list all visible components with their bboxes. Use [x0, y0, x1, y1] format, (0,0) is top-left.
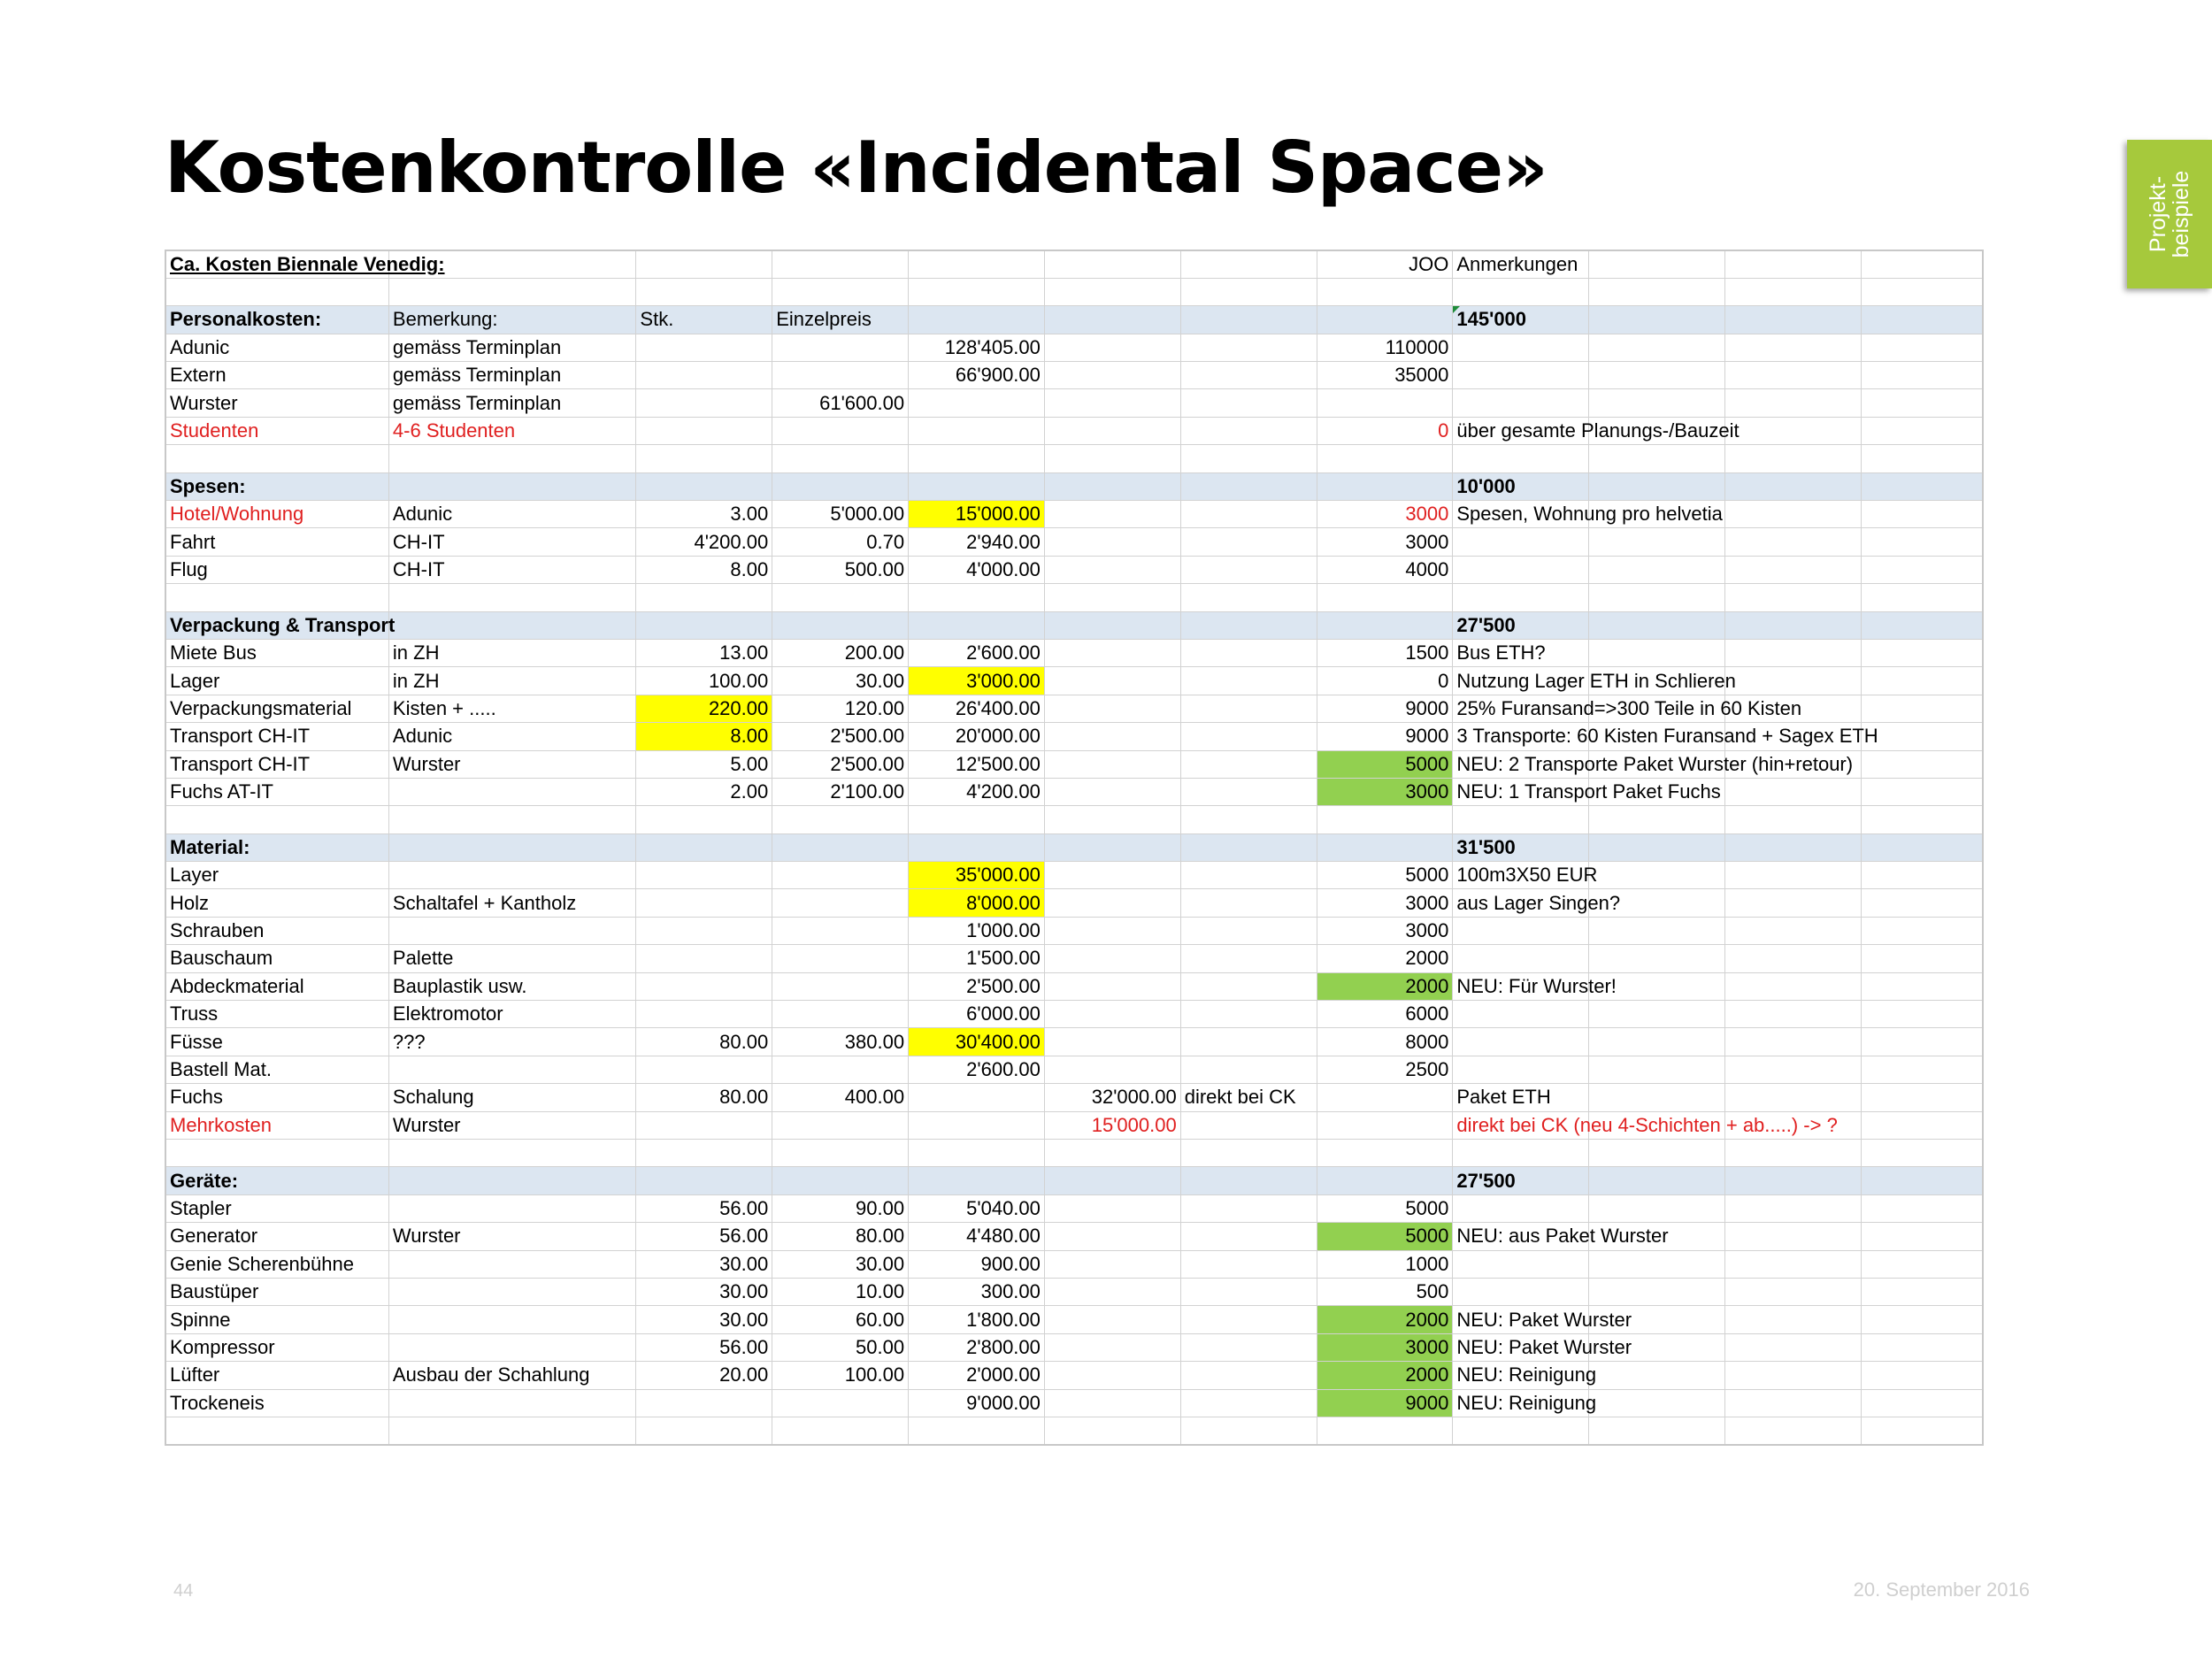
- empty-row: [165, 445, 1983, 472]
- table-row: Bauschaum Palette 1'500.00 2000: [165, 945, 1983, 972]
- table-row: Abdeckmaterial Bauplastik usw. 2'500.00 2000 NEU: Für Wurster!: [165, 972, 1983, 1000]
- table-row: Fuchs AT-IT 2.00 2'100.00 4'200.00 3000 NEU: 1 Transport Paket Fuchs: [165, 778, 1983, 805]
- table-row: Holz Schaltafel + Kantholz 8'000.00 3000 aus Lager Singen?: [165, 889, 1983, 917]
- section-budget[interactable]: 27'500: [1453, 1167, 1589, 1194]
- table-row: Baustüper 30.00 10.00 300.00 500: [165, 1278, 1983, 1305]
- section-header-verpackung: Verpackung & Transport 27'500: [165, 611, 1983, 639]
- table-row: Studenten 4-6 Studenten 0 über gesamte Planungs-/Bauzeit: [165, 417, 1983, 444]
- table-row: Truss Elektromotor 6'000.00 6000: [165, 1001, 1983, 1028]
- section-header-material: Material: 31'500: [165, 833, 1983, 861]
- page-number: 44: [173, 1581, 194, 1601]
- empty-row: [165, 1140, 1983, 1167]
- empty-row: [165, 278, 1983, 305]
- table-row: Genie Scherenbühne 30.00 30.00 900.00 1000: [165, 1250, 1983, 1278]
- table-row: Fuchs Schalung 80.00 400.00 32'000.00 direkt bei CK Paket ETH: [165, 1084, 1983, 1111]
- joo-header[interactable]: JOO: [1317, 250, 1453, 278]
- section-header-personal: Personalkosten: Bemerkung: Stk. Einzelpreis 145'000: [165, 306, 1983, 334]
- table-row: Transport CH-IT Wurster 5.00 2'500.00 12'500.00 5000 NEU: 2 Transporte Paket Wurster (hin+retour): [165, 750, 1983, 778]
- section-tab-label: Projekt- beispiele: [2145, 170, 2193, 258]
- section-header-spesen: Spesen: 10'000: [165, 472, 1983, 500]
- table-row: Bastell Mat. 2'600.00 2500: [165, 1056, 1983, 1083]
- section-budget[interactable]: 31'500: [1453, 833, 1589, 861]
- remarks-header[interactable]: Anmerkungen: [1453, 250, 1589, 278]
- table-row: Adunic gemäss Terminplan 128'405.00 110000: [165, 334, 1983, 361]
- table-row: Fahrt CH-IT 4'200.00 0.70 2'940.00 3000: [165, 528, 1983, 556]
- empty-row: [165, 806, 1983, 833]
- table-row: Lager in ZH 100.00 30.00 3'000.00 0 Nutzung Lager ETH in Schlieren: [165, 667, 1983, 695]
- section-tab[interactable]: [2127, 140, 2212, 288]
- table-row: Mehrkosten Wurster 15'000.00 direkt bei CK (neu 4-Schichten + ab.....) -> ?: [165, 1111, 1983, 1139]
- table-row: Verpackungsmaterial Kisten + ..... 220.00 120.00 26'400.00 9000 25% Furansand=>300 Teile in 60 Kisten: [165, 695, 1983, 722]
- table-row: Hotel/Wohnung Adunic 3.00 5'000.00 15'000.00 3000 Spesen, Wohnung pro helvetia: [165, 501, 1983, 528]
- section-header-geraete: Geräte: 27'500: [165, 1167, 1983, 1194]
- empty-row: [165, 1417, 1983, 1444]
- table-row: Flug CH-IT 8.00 500.00 4'000.00 4000: [165, 556, 1983, 583]
- table-row: Wurster gemäss Terminplan 61'600.00: [165, 389, 1983, 417]
- table-row: Extern gemäss Terminplan 66'900.00 35000: [165, 362, 1983, 389]
- table-row: Stapler 56.00 90.00 5'040.00 5000: [165, 1194, 1983, 1222]
- table-row: Kompressor 56.00 50.00 2'800.00 3000 NEU: Paket Wurster: [165, 1333, 1983, 1361]
- table-row: Generator Wurster 56.00 80.00 4'480.00 5000 NEU: aus Paket Wurster: [165, 1223, 1983, 1250]
- cost-spreadsheet: [165, 250, 1984, 1446]
- empty-row: [165, 584, 1983, 611]
- table-row: Layer 35'000.00 5000 100m3X50 EUR: [165, 862, 1983, 889]
- table-row: [165, 250, 1983, 278]
- section-budget[interactable]: 10'000: [1453, 472, 1589, 500]
- page-title: Kostenkontrolle «Incidental Space»: [165, 127, 1548, 209]
- section-budget[interactable]: 145'000: [1453, 306, 1589, 334]
- table-row: Spinne 30.00 60.00 1'800.00 2000 NEU: Paket Wurster: [165, 1306, 1983, 1333]
- table-row: Füsse ??? 80.00 380.00 30'400.00 8000: [165, 1028, 1983, 1056]
- table-row: Schrauben 1'000.00 3000: [165, 917, 1983, 944]
- footer-date: 20. September 2016: [1853, 1578, 2030, 1601]
- section-budget[interactable]: 27'500: [1453, 611, 1589, 639]
- table-row: Trockeneis 9'000.00 9000 NEU: Reinigung: [165, 1389, 1983, 1417]
- sheet-title[interactable]: Ca. Kosten Biennale Venedig:: [165, 250, 388, 278]
- table-row: Transport CH-IT Adunic 8.00 2'500.00 20'000.00 9000 3 Transporte: 60 Kisten Furansand + Sagex ETH: [165, 723, 1983, 750]
- table-row: Lüfter Ausbau der Schahlung 20.00 100.00 2'000.00 2000 NEU: Reinigung: [165, 1362, 1983, 1389]
- table-row: Miete Bus in ZH 13.00 200.00 2'600.00 1500 Bus ETH?: [165, 639, 1983, 666]
